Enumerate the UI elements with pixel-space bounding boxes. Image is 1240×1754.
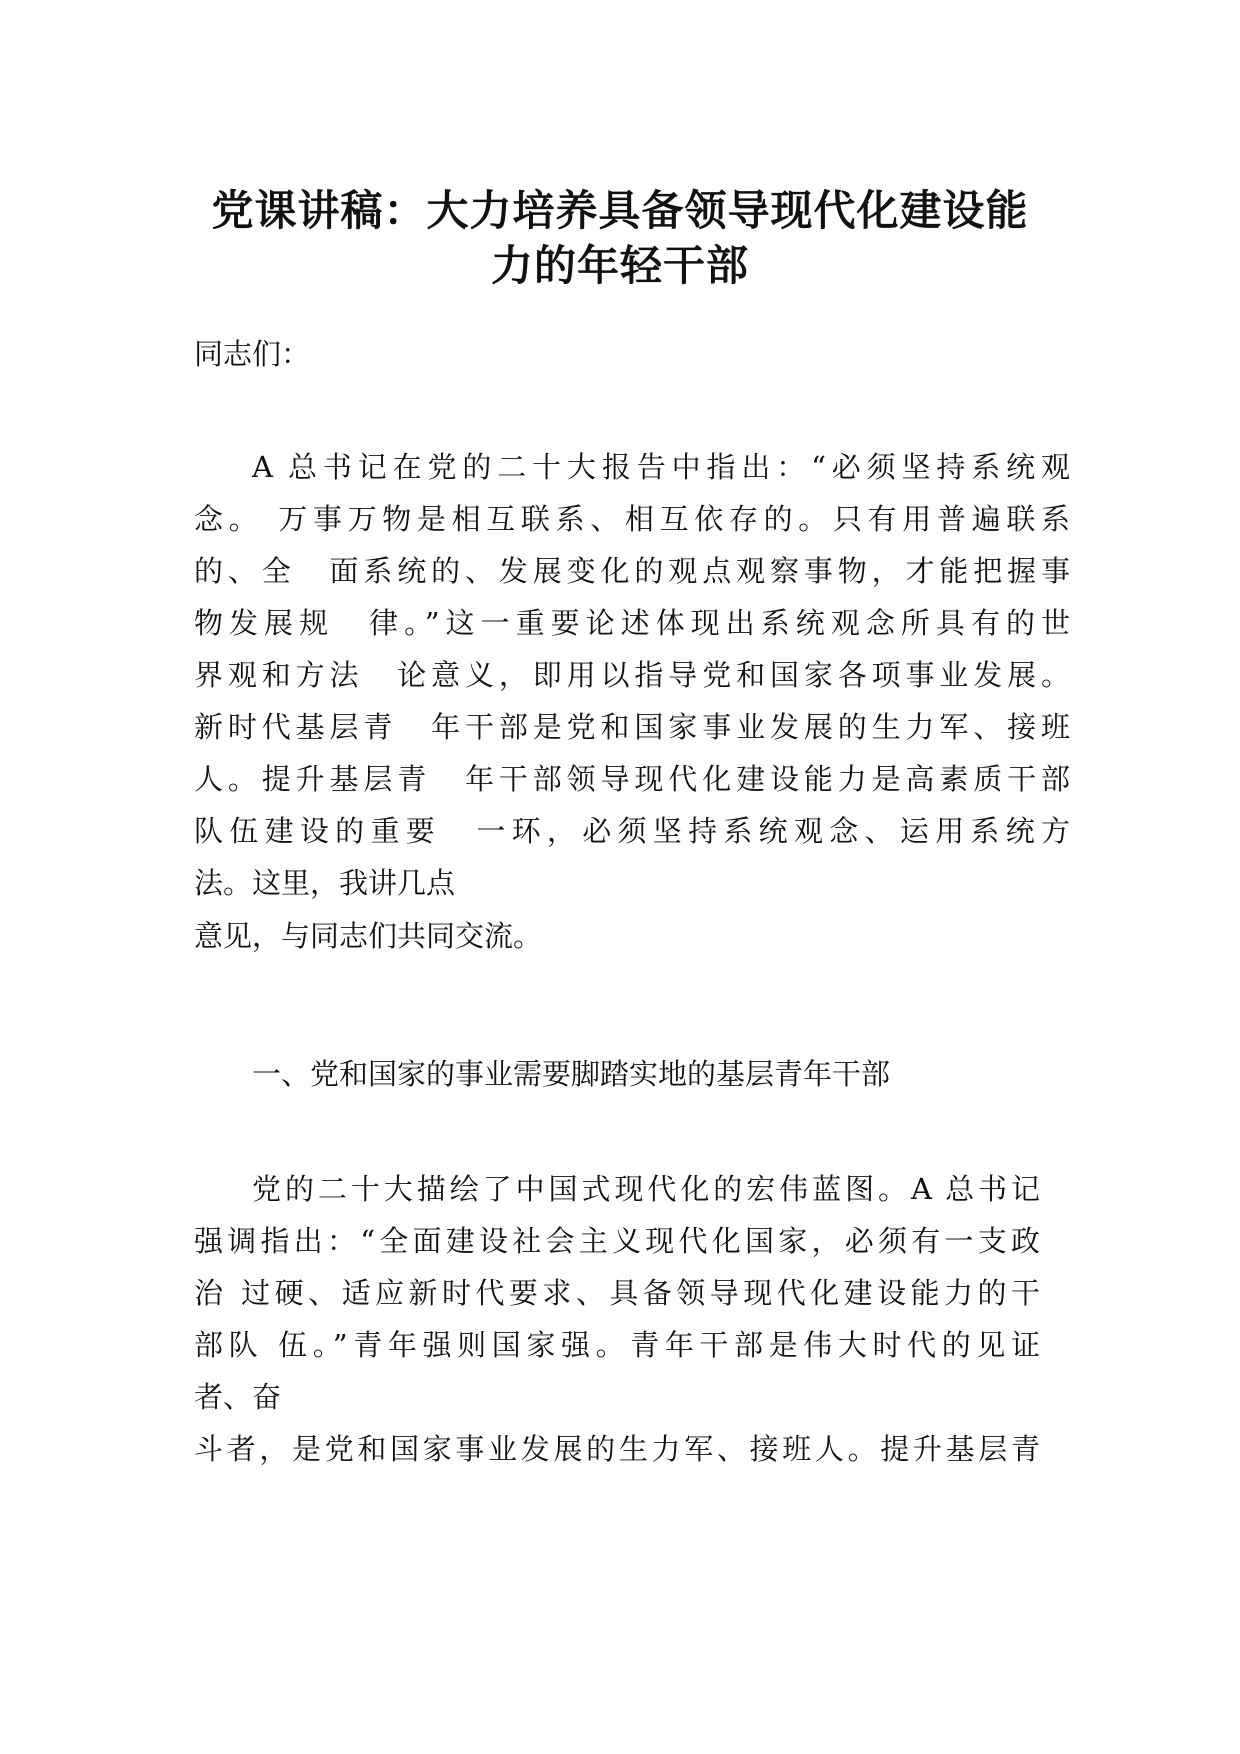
paragraph-1-line-5: 界观和方法 论意义，即用以指导党和国家各项事业发展。 [194, 658, 1070, 692]
paragraph-2-line-2: 强调指出：“全面建设社会主义现代化国家，必须有一支政 [194, 1224, 1040, 1258]
section-1-heading: 一、党和国家的事业需要脚踏实地的基层青年干部 [252, 1057, 891, 1091]
paragraph-1-line-9: 法。这里，我讲几点 [194, 866, 456, 900]
paragraph-2-line-5: 者、奋 [194, 1380, 282, 1414]
paragraph-1-line-2: 念。 万事万物是相互联系、相互依存的。只有用普遍联系 [194, 502, 1070, 536]
paragraph-1-line-8: 队伍建设的重要 一环，必须坚持系统观念、运用系统方 [194, 814, 1070, 848]
paragraph-1-line-10: 意见，与同志们共同交流。 [194, 919, 543, 953]
paragraph-1-line-4: 物发展规 律。”这一重要论述体现出系统观念所具有的世 [194, 606, 1070, 640]
paragraph-1-line-3: 的、全 面系统的、发展变化的观点观察事物，才能把握事 [194, 554, 1070, 588]
paragraph-1-line-6: 新时代基层青 年干部是党和国家事业发展的生力军、接班 [194, 710, 1070, 744]
salutation: 同志们： [194, 337, 311, 371]
paragraph-2-line-1: 党的二十大描绘了中国式现代化的宏伟蓝图。A 总书记 [252, 1172, 1040, 1206]
paragraph-1-line-7: 人。提升基层青 年干部领导现代化建设能力是高素质干部 [194, 762, 1070, 796]
document-title-line-2: 力的年轻干部 [490, 241, 749, 290]
paragraph-2-line-6: 斗者，是党和国家事业发展的生力军、接班人。提升基层青 [194, 1432, 1040, 1466]
paragraph-2-line-4: 部队 伍。”青年强则国家强。青年干部是伟大时代的见证 [194, 1328, 1040, 1362]
paragraph-2-line-3: 治 过硬、适应新时代要求、具备领导现代化建设能力的干 [194, 1276, 1040, 1310]
paragraph-1-line-1: A 总书记在党的二十大报告中指出：“必须坚持系统观 [252, 450, 1070, 484]
document-title-line-1: 党课讲稿：大力培养具备领导现代化建设能 [211, 186, 1029, 235]
